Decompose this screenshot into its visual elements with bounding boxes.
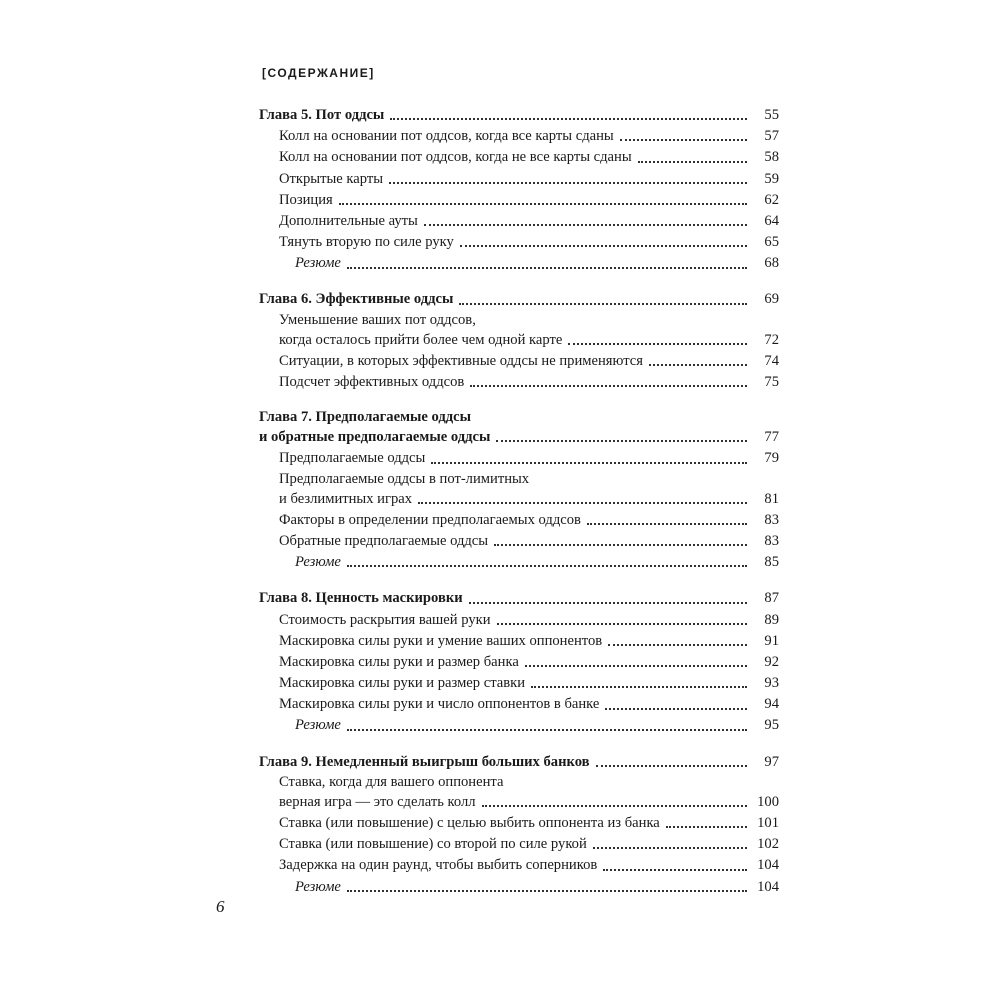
toc-entry-text: Дополнительные ауты: [279, 212, 418, 229]
toc-entry[interactable]: [259, 126, 779, 147]
toc-entry-page: 104: [757, 857, 779, 874]
dot-leader: [431, 461, 747, 464]
toc-entry-page: 55: [764, 106, 779, 123]
dot-leader: [389, 181, 747, 184]
dot-leader: [347, 564, 747, 567]
dot-leader: [424, 223, 747, 226]
toc-entry-page: 65: [764, 234, 779, 251]
toc-chapter-title[interactable]: [259, 427, 779, 448]
toc-chapter-title[interactable]: [259, 105, 779, 126]
toc-entry[interactable]: [259, 631, 779, 652]
toc-chapter-title[interactable]: [259, 752, 779, 773]
toc-entry-text: Тянуть вторую по силе руку: [279, 234, 454, 251]
dot-leader: [603, 868, 747, 871]
toc-entry[interactable]: [259, 211, 779, 232]
toc-entry-page: 81: [764, 490, 779, 507]
toc-entry-page: 101: [757, 815, 779, 832]
toc-entry-text: Маскировка силы руки и размер ставки: [279, 675, 526, 692]
toc-entry-text: Открытые карты: [279, 170, 384, 187]
toc-entry-text: Резюме: [295, 717, 341, 734]
toc-entry-text: когда осталось прийти более чем одной карте: [279, 331, 563, 348]
dot-leader: [638, 160, 747, 163]
dot-leader: [596, 764, 747, 767]
toc-entry-text: Ставка (или повышение) с целью выбить оппонента из банка: [279, 815, 660, 832]
toc-entry[interactable]: [259, 489, 779, 510]
toc-entry-page: 79: [764, 450, 779, 467]
toc-entry-text: Резюме: [295, 878, 341, 895]
toc-entry-page: 91: [764, 632, 779, 649]
toc-entry-text: Колл на основании пот оддсов, когда все карты сданы: [279, 128, 614, 145]
toc-entry-text: Стоимость раскрытия вашей руки: [279, 611, 491, 628]
toc-entry-text: Глава 6. Эффективные оддсы: [259, 291, 454, 308]
toc-entry-text: Колл на основании пот оддсов, когда не все карты сданы: [279, 149, 632, 166]
toc-entry-page: 57: [764, 128, 779, 145]
toc-entry-page: 97: [764, 753, 779, 770]
dot-leader: [347, 728, 747, 731]
toc-entry[interactable]: [259, 190, 779, 211]
toc-entry-page: 100: [757, 793, 779, 810]
toc-entry[interactable]: [259, 531, 779, 552]
toc-summary-entry[interactable]: [259, 716, 779, 737]
toc-entry-text: Обратные предполагаемые оддсы: [279, 532, 489, 549]
dot-leader: [418, 501, 747, 504]
toc-entry[interactable]: [259, 773, 779, 792]
toc-entry-page: 104: [757, 878, 779, 895]
dot-leader: [649, 363, 747, 366]
toc-entry-page: 77: [764, 429, 779, 446]
toc-entry-text: Предполагаемые оддсы: [279, 450, 426, 467]
toc-entry-text: Ставка (или повышение) со второй по силе рукой: [279, 836, 587, 853]
dot-leader: [531, 685, 747, 688]
toc-entry-page: 87: [764, 590, 779, 607]
dot-leader: [339, 202, 747, 205]
toc-summary-entry[interactable]: [259, 877, 779, 898]
toc-entry-page: 83: [764, 511, 779, 528]
dot-leader: [494, 543, 747, 546]
section-header: [СОДЕРЖАНИЕ]: [262, 66, 375, 80]
toc-entry[interactable]: [259, 169, 779, 190]
toc-chapter: [259, 105, 779, 275]
toc-chapter: [259, 408, 779, 573]
toc-entry-text: и безлимитных играх: [279, 490, 413, 507]
dot-leader: [460, 244, 747, 247]
page-number: 6: [216, 897, 225, 916]
toc-entry-text: Задержка на один раунд, чтобы выбить соперников: [279, 857, 598, 874]
dot-leader: [605, 707, 747, 710]
toc-entry-text: Позиция: [279, 191, 333, 208]
dot-leader: [568, 342, 747, 345]
toc-entry-text: Глава 9. Немедленный выигрыш больших банков: [259, 753, 590, 770]
toc-entry[interactable]: [259, 372, 779, 393]
toc-entry-page: 94: [764, 696, 779, 713]
toc-entry-page: 89: [764, 611, 779, 628]
dot-leader: [620, 138, 747, 141]
toc-entry[interactable]: [259, 652, 779, 673]
toc-entry-page: 83: [764, 532, 779, 549]
toc-entry[interactable]: [259, 147, 779, 168]
toc-entry-text: Уменьшение ваших пот оддсов,: [279, 311, 476, 328]
toc-entry-text: Подсчет эффективных оддсов: [279, 374, 465, 391]
dot-leader: [469, 601, 747, 604]
dot-leader: [470, 384, 747, 387]
toc-entry[interactable]: [259, 792, 779, 813]
dot-leader: [525, 664, 747, 667]
dot-leader: [593, 846, 747, 849]
toc-entry[interactable]: [259, 448, 779, 469]
toc-entry-page: 64: [764, 212, 779, 229]
toc-entry-text: Резюме: [295, 255, 341, 272]
dot-leader: [459, 302, 747, 305]
dot-leader: [587, 522, 747, 525]
toc-entry[interactable]: [259, 673, 779, 694]
toc-entry[interactable]: [259, 855, 779, 876]
toc-entry-text: Глава 8. Ценность маскировки: [259, 590, 463, 607]
toc-chapter-title[interactable]: [259, 290, 779, 311]
toc-entry-text: Резюме: [295, 554, 341, 571]
toc-summary-entry[interactable]: [259, 552, 779, 573]
toc-entry-page: 59: [764, 170, 779, 187]
toc-entry-text: Факторы в определении предполагаемых оддсов: [279, 511, 581, 528]
toc-entry-page: 68: [764, 255, 779, 272]
toc-chapter: [259, 290, 779, 394]
table-of-contents: [259, 105, 779, 913]
toc-chapter-title[interactable]: [259, 408, 779, 427]
dot-leader: [482, 804, 747, 807]
toc-chapter: [259, 588, 779, 736]
toc-entry[interactable]: [259, 813, 779, 834]
toc-entry[interactable]: [259, 311, 779, 330]
toc-entry-text: Глава 7. Предполагаемые оддсы: [259, 409, 472, 426]
toc-entry-page: 95: [764, 717, 779, 734]
toc-entry-page: 58: [764, 149, 779, 166]
toc-entry-text: Маскировка силы руки и размер банка: [279, 653, 519, 670]
dot-leader: [608, 643, 747, 646]
toc-entry[interactable]: [259, 834, 779, 855]
toc-entry-page: 102: [757, 836, 779, 853]
toc-entry[interactable]: [259, 232, 779, 253]
toc-entry[interactable]: [259, 330, 779, 351]
dot-leader: [666, 825, 747, 828]
toc-entry[interactable]: [259, 510, 779, 531]
toc-entry-page: 74: [764, 352, 779, 369]
toc-entry[interactable]: [259, 351, 779, 372]
toc-entry-page: 85: [764, 554, 779, 571]
dot-leader: [347, 889, 747, 892]
toc-entry-text: Глава 5. Пот оддсы: [259, 106, 385, 123]
toc-entry-text: верная игра — это сделать колл: [279, 793, 476, 810]
dot-leader: [496, 439, 747, 442]
toc-entry-page: 62: [764, 191, 779, 208]
toc-entry-page: 93: [764, 675, 779, 692]
toc-entry-text: Маскировка силы руки и умение ваших оппонентов: [279, 632, 603, 649]
toc-entry[interactable]: [259, 610, 779, 631]
toc-entry[interactable]: [259, 470, 779, 489]
toc-entry-text: и обратные предполагаемые оддсы: [259, 429, 491, 446]
toc-chapter-title[interactable]: [259, 588, 779, 609]
toc-chapter: [259, 752, 779, 898]
toc-entry-page: 92: [764, 653, 779, 670]
dot-leader: [347, 266, 747, 269]
dot-leader: [390, 117, 747, 120]
toc-summary-entry[interactable]: [259, 253, 779, 274]
dot-leader: [497, 622, 747, 625]
toc-entry[interactable]: [259, 694, 779, 715]
toc-entry-text: Ставка, когда для вашего оппонента: [279, 773, 504, 790]
toc-entry-page: 69: [764, 291, 779, 308]
toc-entry-page: 72: [764, 331, 779, 348]
toc-entry-text: Предполагаемые оддсы в пот-лимитных: [279, 470, 530, 487]
toc-entry-page: 75: [764, 374, 779, 391]
toc-entry-text: Маскировка силы руки и число оппонентов в банке: [279, 696, 600, 713]
toc-entry-text: Ситуации, в которых эффективные оддсы не применяются: [279, 352, 643, 369]
